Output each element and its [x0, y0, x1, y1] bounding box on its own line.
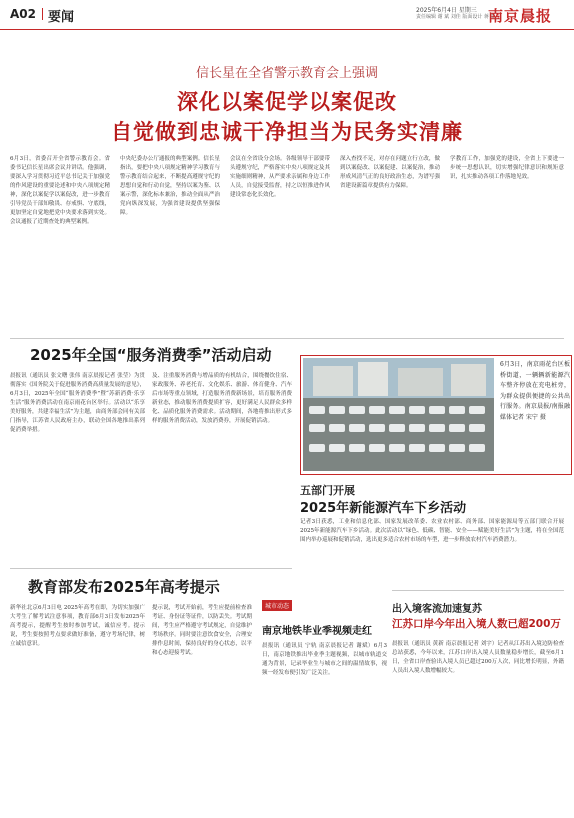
exam-body-right: 提示说，考试开始前，考生应提前检查准考证、身份证等证件，以防丢失。考试期间，考生应严格遵守考试规定，自觉维护考场秩序。同时要注意饮食安全，合理安排作息时间，保持良好的身心状态，以平和心态迎接考试。	[152, 605, 252, 656]
section-divider-1	[10, 338, 564, 339]
editor-credit: 责任编辑 谢 斌 刘佳 版面设计 蒋 磊	[416, 14, 496, 20]
jiangsu-headline: 江苏口岸今年出入境人数已超200万	[392, 618, 561, 630]
lead-body-col-2: 中央纪委办公厅通报的典型案例。信长星指出，要把中央八项规定精神学习教育与警示教育结合起来，不断提高遵规守纪的思想自觉和行动自觉，坚持以案为鉴、以案示警，深化标本兼治，推动全面从严治党向纵深发展，为强省建设提供坚强保障。	[120, 156, 220, 216]
ev-body: 记者3日获悉，工业和信息化部、国家发展改革委、农业农村部、商务部、国家能源局等五部门联合开展2025年新能源汽车下乡活动。此次活动以“绿色、低碳、智能、安全——赋能美好生活”为主题，将在全国范围内举办巡展和促销活动，选出更多适合农村市场的车型，进一步释放农村汽车消费潜力。	[300, 519, 564, 543]
section-divider-3	[392, 590, 564, 591]
exam-body-left: 新华社北京6月3日电 2025年高考在即，为切实加强广大考生了解考试注意事项，教育部6月3日发布2025年高考提示，提醒考生按时参加考试，诚信应考。提示说，考生要按照考点要求做好准备，遵守考场纪律，树立诚信意识。	[10, 605, 145, 647]
lead-headline-line-1: 深化以案促学以案促改	[177, 90, 397, 114]
ev-headline: 2025年新能源汽车下乡活动	[300, 501, 467, 516]
masthead	[0, 0, 574, 30]
services-body-right: 及、注重服务消费与增品质的有机结合，围绕餐饮住宿、家政服务、养老托育、文化娱乐、旅游、体育健身、汽车后市场等重点领域，打造服务消费新场景，培育服务消费新业态，推动服务消费提质扩容，更好满足人民群众多样化、品质化服务消费需求。活动期间，各地将推出形式多样的服务消费活动，发放消费券，开展促销活动。	[152, 373, 292, 424]
city-news-tag: 城市动态	[262, 600, 292, 611]
newspaper-logo: 南京晨报	[488, 7, 553, 25]
lead-body-col-5: 学教育工作，加强党的建设，全省上下要进一步统一思想认识，切实增强纪律意识和规矩意识，扎实推动各项工作落地见效。	[450, 156, 564, 180]
parking-lot-photo	[303, 358, 494, 471]
metro-headline: 南京地铁毕业季视频走红	[262, 626, 372, 637]
page-number: A02	[10, 7, 36, 21]
jiangsu-title: 出入境客流加速复苏	[392, 604, 482, 615]
issue-date: 2025年6月4日 星期三	[416, 7, 477, 14]
jiangsu-body: 晨报讯（通讯员 黄新 南京晨报记者 刘宇）记者从江苏出入境边防检查总站获悉，今年以来，江苏口岸出入境人员数量稳步增长，截至6月1日，全省口岸查验出入境人员已超过200万人次，同比增长明显，外籍人员出入境人数增幅较大。	[392, 641, 564, 674]
masthead-divider	[42, 8, 43, 20]
metro-body: 晨报讯（通讯员 宁轨 南京晨报记者 谢斌）6月3日，南京地铁推出毕业季主题视频，以城市轨道交通为背景，记录毕业生与城市之间的温情故事，视频一经发布便引发广泛关注。	[262, 643, 387, 676]
ev-title: 五部门开展	[300, 484, 355, 497]
lead-kicker: 信长星在全省警示教育会上强调	[195, 66, 378, 81]
lead-body-col-3: 会议在全省设分会场。各级领导干部要带头遵规守纪，严格落实中央八项规定及其实施细则精神，从严要求亲属和身边工作人员，自觉接受监督，持之以恒推进作风建设常态化长效化。	[230, 156, 330, 198]
lead-headline-line-2: 自觉做到忠诚干净担当为民务实清廉	[111, 120, 463, 144]
photo-illustration	[303, 358, 494, 471]
services-body-left: 晨报讯（通讯员 张文曙 张伟 南京晨报记者 张莹）为贯彻落实《国务院关于促进服务消费高质量发展的意见》，6月3日，2025年全国“服务消费季”暨“苏新消费·乐享生活”服务消费活动在南京雨花台区举行。活动以“乐享美好服务，共建幸福生活”为主题，由商务部会同有关部门指导，江苏省人民政府主办，联动全国各地推出系列促消费举措。	[10, 373, 145, 433]
section-divider-2	[10, 568, 292, 569]
photo-caption: 6月3日，南京雨花台区板桥街道，一辆辆新能源汽车整齐停放在充电桩旁，为群众提供便捷的公共出行服务。南京晨报/南报融媒体记者 宋宁 摄	[500, 361, 570, 421]
services-headline: 2025年全国“服务消费季”活动启动	[30, 346, 272, 364]
section-name: 要闻	[48, 10, 75, 25]
lead-body-col-4: 深入查找不足，对存在问题立行立改，做到以案促改、以案促建、以案促治，推动形成风清气正的良好政治生态，为谱写强省建设新篇章提供有力保障。	[340, 156, 440, 189]
lead-body-col-1: 6月3日，省委召开全省警示教育会。省委书记信长星出席会议并讲话。他强调，要深入学习贯彻习近平总书记关于加强党的作风建设的重要论述和中央八项规定精神，深化以案促学以案促改，进一步教育引导党员干部知敬畏、存戒惧、守底线，更加坚定自觉地把党中央要求落到实处。会议通报了近期查处的典型案例。	[10, 156, 110, 225]
exam-headline: 教育部发布2025年高考提示	[28, 578, 220, 596]
